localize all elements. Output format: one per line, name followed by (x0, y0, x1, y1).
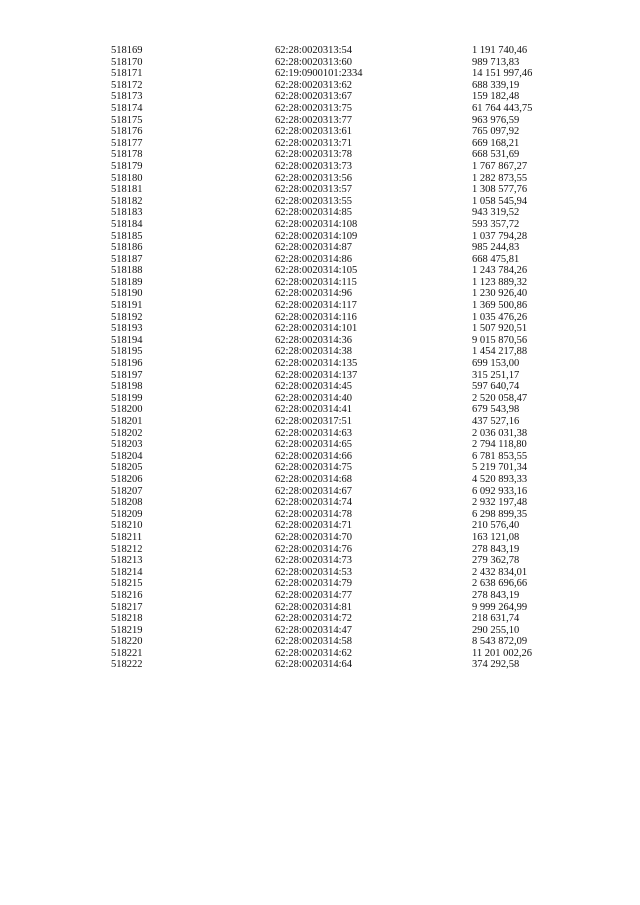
row-number: 518222 (111, 659, 143, 671)
cadastral-number: 62:28:0020314:40 (275, 392, 353, 404)
row-number: 518206 (111, 473, 143, 485)
row-number: 518179 (111, 160, 143, 172)
cadastral-value: 1 058 545,94 (472, 195, 528, 207)
cadastral-value: 989 713,83 (472, 56, 520, 68)
cadastral-value: 597 640,74 (472, 381, 520, 393)
cadastral-number: 62:28:0020314:108 (275, 218, 358, 230)
cadastral-value: 2 794 118,80 (472, 439, 527, 451)
row-number: 518175 (111, 114, 143, 126)
table-row (0, 173, 640, 185)
cadastral-value: 765 097,92 (472, 126, 520, 138)
cadastral-number: 62:28:0020313:57 (275, 184, 353, 196)
table-row (0, 300, 640, 312)
table-row (0, 45, 640, 57)
cadastral-number: 62:28:0020314:135 (275, 358, 358, 370)
cadastral-number: 62:28:0020313:78 (275, 149, 353, 161)
cadastral-number: 62:28:0020314:68 (275, 473, 353, 485)
table-row (0, 439, 640, 451)
cadastral-value: 1 037 794,28 (472, 230, 528, 242)
table-row (0, 277, 640, 289)
row-number: 518191 (111, 300, 143, 312)
cadastral-value: 1 767 867,27 (472, 160, 528, 172)
row-number: 518198 (111, 381, 143, 393)
cadastral-value: 1 369 500,86 (472, 300, 528, 312)
cadastral-value: 14 151 997,46 (472, 68, 533, 80)
table-row (0, 381, 640, 393)
cadastral-value: 218 631,74 (472, 613, 520, 625)
table-row (0, 625, 640, 637)
cadastral-number: 62:28:0020313:60 (275, 56, 353, 68)
table-row (0, 544, 640, 556)
row-number: 518204 (111, 450, 143, 462)
cadastral-value: 2 638 696,66 (472, 578, 528, 590)
table-row (0, 648, 640, 660)
cadastral-value: 6 298 899,35 (472, 508, 528, 520)
cadastral-value: 278 843,19 (472, 543, 520, 555)
row-number: 518178 (111, 149, 143, 161)
cadastral-number: 62:28:0020314:87 (275, 242, 353, 254)
row-number: 518212 (111, 543, 143, 555)
cadastral-value: 1 243 784,26 (472, 265, 528, 277)
table-row (0, 636, 640, 648)
cadastral-number: 62:28:0020314:74 (275, 497, 353, 509)
row-number: 518210 (111, 520, 143, 532)
cadastral-value: 278 843,19 (472, 589, 520, 601)
table-row (0, 428, 640, 440)
cadastral-value: 669 168,21 (472, 137, 520, 149)
row-number: 518182 (111, 195, 143, 207)
cadastral-number: 62:28:0020314:75 (275, 462, 353, 474)
row-number: 518203 (111, 439, 143, 451)
cadastral-number: 62:28:0020314:36 (275, 334, 353, 346)
cadastral-value: 943 319,52 (472, 207, 520, 219)
cadastral-value: 985 244,83 (472, 242, 520, 254)
table-row (0, 57, 640, 69)
cadastral-number: 62:28:0020314:77 (275, 589, 353, 601)
cadastral-value: 11 201 002,26 (472, 647, 532, 659)
cadastral-number: 62:28:0020314:66 (275, 450, 353, 462)
row-number: 518190 (111, 288, 143, 300)
table-row (0, 370, 640, 382)
row-number: 518172 (111, 79, 143, 91)
cadastral-number: 62:28:0020313:67 (275, 91, 353, 103)
table-row (0, 335, 640, 347)
cadastral-number: 62:28:0020313:62 (275, 79, 353, 91)
table-row (0, 323, 640, 335)
table-row (0, 602, 640, 614)
row-number: 518208 (111, 497, 143, 509)
cadastral-value: 315 251,17 (472, 369, 520, 381)
table-row (0, 474, 640, 486)
table-row (0, 207, 640, 219)
row-number: 518214 (111, 566, 143, 578)
cadastral-number: 62:28:0020314:117 (275, 300, 357, 312)
table-row (0, 184, 640, 196)
table-row (0, 312, 640, 324)
table-row (0, 509, 640, 521)
table-row (0, 231, 640, 243)
table-row (0, 196, 640, 208)
cadastral-number: 62:28:0020314:73 (275, 555, 353, 567)
cadastral-value: 668 531,69 (472, 149, 520, 161)
cadastral-value: 1 035 476,26 (472, 311, 528, 323)
row-number: 518176 (111, 126, 143, 138)
cadastral-number: 62:28:0020314:79 (275, 578, 353, 590)
cadastral-value: 9 999 264,99 (472, 601, 528, 613)
row-number: 518219 (111, 624, 143, 636)
row-number: 518221 (111, 647, 143, 659)
cadastral-number: 62:28:0020314:101 (275, 323, 358, 335)
cadastral-number: 62:28:0020314:105 (275, 265, 358, 277)
table-row (0, 103, 640, 115)
cadastral-number: 62:28:0020314:78 (275, 508, 353, 520)
cadastral-value: 688 339,19 (472, 79, 520, 91)
table-row (0, 532, 640, 544)
row-number: 518177 (111, 137, 143, 149)
cadastral-number: 62:28:0020313:73 (275, 160, 353, 172)
table-row (0, 242, 640, 254)
table-row (0, 555, 640, 567)
cadastral-number: 62:28:0020314:86 (275, 253, 353, 265)
row-number: 518184 (111, 218, 143, 230)
row-number: 518194 (111, 334, 143, 346)
row-number: 518209 (111, 508, 143, 520)
cadastral-number: 62:28:0020314:65 (275, 439, 353, 451)
row-number: 518186 (111, 242, 143, 254)
cadastral-number: 62:28:0020314:47 (275, 624, 353, 636)
table-row (0, 149, 640, 161)
table-row (0, 161, 640, 173)
cadastral-number: 62:28:0020314:63 (275, 427, 353, 439)
cadastral-number: 62:28:0020313:61 (275, 126, 353, 138)
cadastral-value: 679 543,98 (472, 404, 520, 416)
table-row (0, 613, 640, 625)
table-row (0, 659, 640, 671)
table-row (0, 497, 640, 509)
table-row (0, 590, 640, 602)
table-row (0, 254, 640, 266)
cadastral-value: 279 362,78 (472, 555, 520, 567)
cadastral-value: 6 092 933,16 (472, 485, 528, 497)
table-row (0, 138, 640, 150)
row-number: 518173 (111, 91, 143, 103)
cadastral-value-table (0, 45, 640, 671)
cadastral-value: 699 153,00 (472, 358, 520, 370)
table-row (0, 126, 640, 138)
table-row (0, 91, 640, 103)
cadastral-number: 62:28:0020314:76 (275, 543, 353, 555)
cadastral-value: 1 191 740,46 (472, 45, 528, 56)
table-row (0, 567, 640, 579)
row-number: 518201 (111, 416, 143, 427)
cadastral-value: 1 123 889,32 (472, 276, 528, 288)
table-row (0, 393, 640, 405)
cadastral-value: 2 036 031,38 (472, 427, 528, 439)
cadastral-value: 668 475,81 (472, 253, 520, 265)
cadastral-number: 62:28:0020314:81 (275, 601, 353, 613)
cadastral-number: 62:28:0020314:109 (275, 230, 358, 242)
row-number: 518211 (111, 531, 143, 543)
cadastral-number: 62:28:0020314:116 (275, 311, 357, 323)
cadastral-number: 62:28:0020313:56 (275, 172, 353, 184)
cadastral-number: 62:28:0020314:85 (275, 207, 353, 219)
cadastral-number: 62:28:0020313:75 (275, 102, 353, 114)
cadastral-number: 62:28:0020313:54 (275, 45, 353, 56)
table-row (0, 288, 640, 300)
cadastral-value: 4 520 893,33 (472, 473, 528, 485)
row-number: 518180 (111, 172, 143, 184)
cadastral-number: 62:28:0020314:72 (275, 613, 353, 625)
table-row (0, 451, 640, 463)
cadastral-number: 62:19:0900101:2334 (275, 68, 363, 80)
cadastral-number: 62:28:0020313:77 (275, 114, 353, 126)
cadastral-number: 62:28:0020314:137 (275, 369, 358, 381)
table-row (0, 358, 640, 370)
cadastral-number: 62:28:0020314:58 (275, 636, 353, 648)
row-number: 518215 (111, 578, 143, 590)
row-number: 518199 (111, 392, 143, 404)
table-row (0, 578, 640, 590)
cadastral-value: 437 527,16 (472, 416, 520, 427)
cadastral-value: 9 015 870,56 (472, 334, 528, 346)
cadastral-value: 963 976,59 (472, 114, 520, 126)
cadastral-number: 62:28:0020314:67 (275, 485, 353, 497)
cadastral-value: 2 932 197,48 (472, 497, 528, 509)
cadastral-number: 62:28:0020314:62 (275, 647, 353, 659)
row-number: 518213 (111, 555, 143, 567)
row-number: 518189 (111, 276, 143, 288)
row-number: 518205 (111, 462, 143, 474)
row-number: 518185 (111, 230, 143, 242)
cadastral-value: 1 507 920,51 (472, 323, 528, 335)
cadastral-value: 593 357,72 (472, 218, 520, 230)
cadastral-number: 62:28:0020314:96 (275, 288, 353, 300)
cadastral-value: 290 255,10 (472, 624, 520, 636)
cadastral-number: 62:28:0020314:70 (275, 531, 353, 543)
table-row (0, 115, 640, 127)
cadastral-value: 61 764 443,75 (472, 102, 533, 114)
row-number: 518200 (111, 404, 143, 416)
row-number: 518202 (111, 427, 143, 439)
cadastral-number: 62:28:0020314:71 (275, 520, 353, 532)
row-number: 518196 (111, 358, 143, 370)
cadastral-number: 62:28:0020313:71 (275, 137, 353, 149)
cadastral-value: 374 292,58 (472, 659, 520, 671)
row-number: 518171 (111, 68, 143, 80)
table-row (0, 404, 640, 416)
cadastral-number: 62:28:0020314:53 (275, 566, 353, 578)
cadastral-value: 6 781 853,55 (472, 450, 528, 462)
row-number: 518192 (111, 311, 143, 323)
cadastral-number: 62:28:0020314:38 (275, 346, 353, 358)
table-row (0, 520, 640, 532)
table-row (0, 68, 640, 80)
row-number: 518220 (111, 636, 143, 648)
row-number: 518197 (111, 369, 143, 381)
row-number: 518207 (111, 485, 143, 497)
table-row (0, 416, 640, 428)
cadastral-number: 62:28:0020313:55 (275, 195, 353, 207)
cadastral-value: 2 520 058,47 (472, 392, 528, 404)
cadastral-value: 159 182,48 (472, 91, 520, 103)
cadastral-value: 1 282 873,55 (472, 172, 528, 184)
table-row (0, 265, 640, 277)
row-number: 518216 (111, 589, 143, 601)
row-number: 518217 (111, 601, 143, 613)
cadastral-value: 1 454 217,88 (472, 346, 528, 358)
cadastral-number: 62:28:0020314:115 (275, 276, 357, 288)
cadastral-value: 163 121,08 (472, 531, 520, 543)
cadastral-value: 5 219 701,34 (472, 462, 528, 474)
row-number: 518174 (111, 102, 143, 114)
cadastral-number: 62:28:0020314:41 (275, 404, 353, 416)
cadastral-number: 62:28:0020314:64 (275, 659, 353, 671)
row-number: 518218 (111, 613, 143, 625)
cadastral-number: 62:28:0020317:51 (275, 416, 353, 427)
cadastral-value: 8 543 872,09 (472, 636, 528, 648)
row-number: 518170 (111, 56, 143, 68)
row-number: 518183 (111, 207, 143, 219)
table-row (0, 219, 640, 231)
table-row (0, 486, 640, 498)
table-row (0, 80, 640, 92)
cadastral-number: 62:28:0020314:45 (275, 381, 353, 393)
table-row (0, 462, 640, 474)
cadastral-value: 2 432 834,01 (472, 566, 528, 578)
row-number: 518195 (111, 346, 143, 358)
row-number: 518188 (111, 265, 143, 277)
cadastral-value: 1 230 926,40 (472, 288, 528, 300)
row-number: 518187 (111, 253, 143, 265)
row-number: 518193 (111, 323, 143, 335)
cadastral-value: 1 308 577,76 (472, 184, 528, 196)
row-number: 518181 (111, 184, 143, 196)
row-number: 518169 (111, 45, 143, 56)
cadastral-value: 210 576,40 (472, 520, 520, 532)
table-row (0, 346, 640, 358)
